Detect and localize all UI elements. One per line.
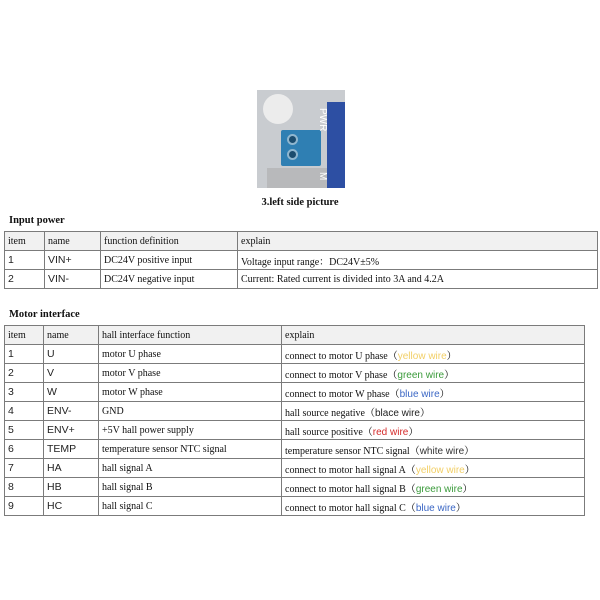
cell-item: 9	[5, 497, 44, 516]
cell-explain	[282, 497, 585, 516]
cell-function: motor W phase	[99, 383, 282, 402]
motor-interface-table	[4, 325, 585, 516]
cell-function: GND	[99, 402, 282, 421]
explain-text: connect to motor hall signal C（	[285, 502, 416, 514]
terminal-block	[281, 130, 321, 166]
table-row	[5, 402, 585, 421]
explain-close: ）	[462, 483, 473, 495]
cell-name: V	[44, 364, 99, 383]
header-function: hall interface function	[99, 326, 282, 345]
cell-explain	[282, 478, 585, 497]
cell-explain	[282, 383, 585, 402]
header-item: item	[5, 232, 45, 251]
explain-text: connect to motor V phase（	[285, 369, 398, 381]
table-row	[5, 497, 585, 516]
cell-item: 5	[5, 421, 44, 440]
header-explain: explain	[282, 326, 585, 345]
wire-color-text: green wire	[415, 483, 463, 495]
table-row	[5, 459, 585, 478]
wire-color-text: red wire	[372, 426, 409, 438]
cell-function: hall signal A	[99, 459, 282, 478]
explain-text: hall source negative（	[285, 407, 375, 419]
wire-color-text: blue wire	[399, 388, 440, 400]
explain-text: connect to motor U phase（	[285, 350, 398, 362]
header-name: name	[45, 232, 101, 251]
header-item: item	[5, 326, 44, 345]
explain-text: hall source positive（	[285, 426, 373, 438]
cell-function: hall signal C	[99, 497, 282, 516]
cell-name: HC	[44, 497, 99, 516]
explain-close: ）	[464, 464, 475, 476]
cell-function: DC24V positive input	[101, 251, 238, 270]
cell-item: 4	[5, 402, 44, 421]
table-row	[5, 364, 585, 383]
explain-text: connect to motor hall signal A（	[285, 464, 416, 476]
header-name: name	[44, 326, 99, 345]
cell-item: 2	[5, 270, 45, 289]
pwr-label: PWR	[317, 108, 328, 132]
header-function: function definition	[101, 232, 238, 251]
cell-function: +5V hall power supply	[99, 421, 282, 440]
cell-name: HA	[44, 459, 99, 478]
cell-explain	[282, 421, 585, 440]
cell-explain: Current: Rated current is divided into 3A and 4.2A	[238, 270, 598, 289]
cell-item: 3	[5, 383, 44, 402]
cell-explain	[282, 440, 585, 459]
cell-name: HB	[44, 478, 99, 497]
motor-interface-title: Motor interface	[9, 309, 80, 320]
explain-close: ）	[408, 426, 419, 438]
wire-color-text: yellow wire	[397, 350, 447, 362]
table-row	[5, 251, 598, 270]
input-power-table	[4, 231, 598, 289]
table-row	[5, 421, 585, 440]
table-row	[5, 440, 585, 459]
explain-close: ）	[444, 369, 455, 381]
photo-caption: 3.left side picture	[261, 197, 339, 208]
cell-explain	[282, 364, 585, 383]
explain-text: temperature sensor NTC signal（	[285, 445, 420, 457]
wire-color-text: white wire	[419, 445, 465, 457]
table-header-row	[5, 232, 598, 251]
explain-close: ）	[455, 502, 466, 514]
cell-item: 7	[5, 459, 44, 478]
explain-text: connect to motor hall signal B（	[285, 483, 416, 495]
cell-function: motor V phase	[99, 364, 282, 383]
cell-name: TEMP	[44, 440, 99, 459]
cell-item: 1	[5, 251, 45, 270]
cell-explain	[282, 345, 585, 364]
explain-close: ）	[464, 445, 475, 457]
table-row	[5, 383, 585, 402]
table-row	[5, 478, 585, 497]
cell-name: ENV-	[44, 402, 99, 421]
cell-name: U	[44, 345, 99, 364]
cell-item: 2	[5, 364, 44, 383]
wire-color-text: green wire	[397, 369, 445, 381]
mounting-hole	[263, 94, 293, 124]
label-strip	[317, 102, 345, 188]
cell-item: 1	[5, 345, 44, 364]
m-label: M	[317, 172, 328, 181]
cell-name: W	[44, 383, 99, 402]
cell-function: motor U phase	[99, 345, 282, 364]
table-header-row	[5, 326, 585, 345]
cell-function: temperature sensor NTC signal	[99, 440, 282, 459]
wire-color-text: blue wire	[415, 502, 456, 514]
wire-color-text: blace wire	[374, 407, 420, 419]
header-explain: explain	[238, 232, 598, 251]
screw-terminal	[287, 149, 298, 160]
screw-terminal	[287, 134, 298, 145]
explain-close: ）	[439, 388, 450, 400]
product-side-photo	[257, 90, 345, 188]
cell-name: ENV+	[44, 421, 99, 440]
explain-close: ）	[420, 407, 430, 419]
cell-function: DC24V negative input	[101, 270, 238, 289]
input-power-title: Input power	[9, 215, 65, 226]
cell-name: VIN-	[45, 270, 101, 289]
wire-color-text: yellow wire	[415, 464, 465, 476]
explain-text: connect to motor W phase（	[285, 388, 400, 400]
cell-explain	[282, 402, 585, 421]
cell-item: 8	[5, 478, 44, 497]
cell-explain	[282, 459, 585, 478]
cell-function: hall signal B	[99, 478, 282, 497]
cell-name: VIN+	[45, 251, 101, 270]
cell-explain: Voltage input range：DC24V±5%	[238, 251, 598, 270]
explain-close: ）	[446, 350, 457, 362]
cell-item: 6	[5, 440, 44, 459]
table-row	[5, 345, 585, 364]
table-row	[5, 270, 598, 289]
